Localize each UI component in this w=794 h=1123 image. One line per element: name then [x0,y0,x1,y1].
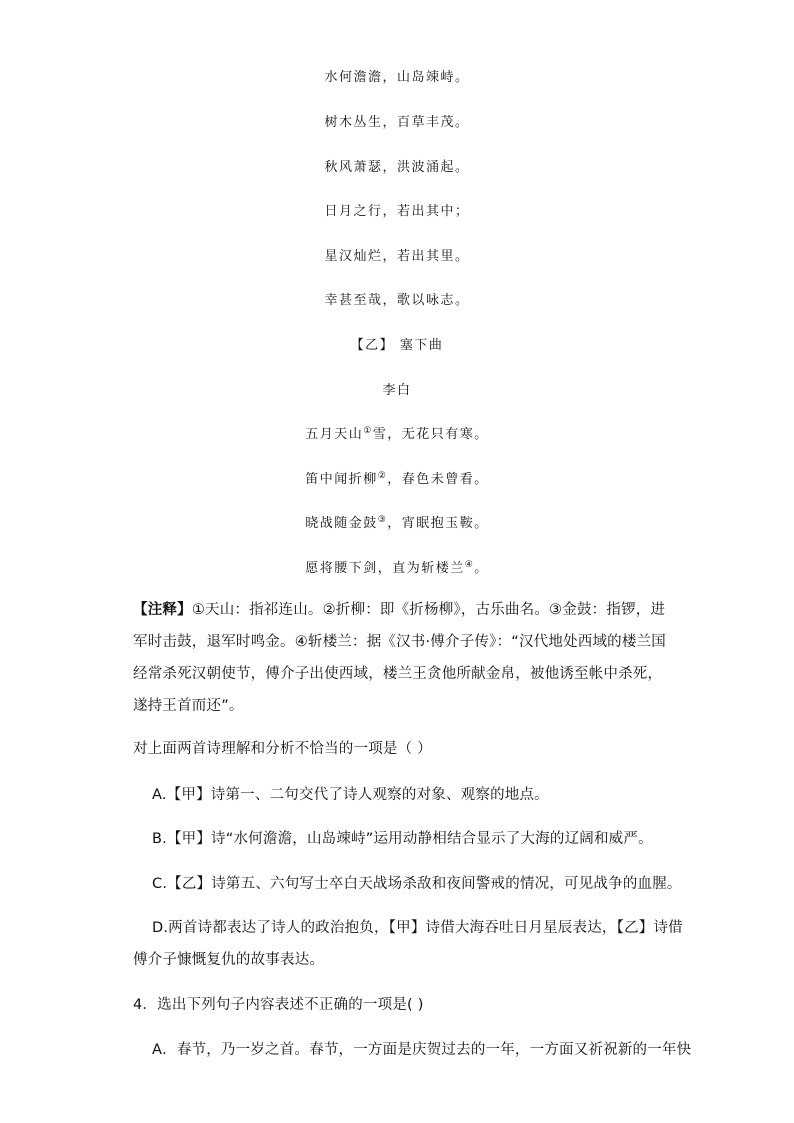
poem-jia-line: 秋风萧瑟，洪波涌起。 [324,160,470,175]
option-d-line2: 傅介子慷慨复仇的故事表达。 [133,952,325,968]
option-b: B.【甲】诗“水何澹澹，山岛竦峙”运用动静相结合显示了大海的辽阔和威严。 [152,831,653,847]
option-a: A．春节，乃一岁之首。春节，一方面是庆贺过去的一年，一方面又祈祝新的一年快 [152,1042,692,1058]
poem-jia-line: 日月之行，若出其中； [324,204,470,219]
poem-yi-author: 李白 [382,383,412,398]
poem-jia-line: 水何澹澹，山岛竦峙。 [324,70,470,85]
poem-jia-line: 树木丛生，百草丰茂。 [324,115,470,130]
poem-yi-title [0,334,794,353]
note-mark: ④ [464,560,475,570]
poem-yi-title-bracket: 【乙】 [350,338,395,353]
notes-text: ①天山：指祁连山。②折柳：即《折杨柳》，古乐曲名。③金鼓：指锣，进军时击鼓，退军时鸣金。④斩楼兰：据《汉书·傅介子传》：“汉代地处西域的楼兰国经常杀死汉朝使节，傅介子出使西域，楼兰王贪他所献金帛，被他诱至帐中杀死，遂持王首而还”。 [133,602,666,714]
poem-yi-line: 五月天山①雪，无花只有寒。 [305,426,489,442]
annotation-notes [133,594,673,722]
note-mark: ③ [377,515,388,525]
poem-jia-line: 星汉灿烂，若出其里。 [324,249,470,264]
option-c: C.【乙】诗第五、六句写士卒白天战场杀敌和夜间警戒的情况，可见战争的血腥。 [152,876,682,892]
option-a: A.【甲】诗第一、二句交代了诗人观察的对象、观察的地点。 [152,787,549,803]
poem-yi-line: 笛中闻折柳②，春色未曾看。 [305,471,489,487]
note-mark: ① [363,426,373,436]
notes-label: 【注释】 [133,602,192,618]
poem-jia-line: 幸甚至哉，歌以咏志。 [324,293,470,308]
poem-yi-title-name: 塞下曲 [399,338,444,353]
poem-yi-line: 晓战随金鼓③，宵眠抱玉鞍。 [305,515,489,531]
question-stem: 对上面两首诗理解和分析不恰当的一项是（ ） [133,741,432,757]
poem-yi-line: 愿将腰下剑，直为斩楼兰④。 [305,560,489,576]
question-stem: 4．选出下列句子内容表述不正确的一项是( ) [133,997,424,1013]
note-mark: ② [377,471,388,481]
option-d-line1: D.两首诗都表达了诗人的政治抱负，【甲】诗借大海吞吐日月星辰表达，【乙】诗借 [152,920,683,936]
